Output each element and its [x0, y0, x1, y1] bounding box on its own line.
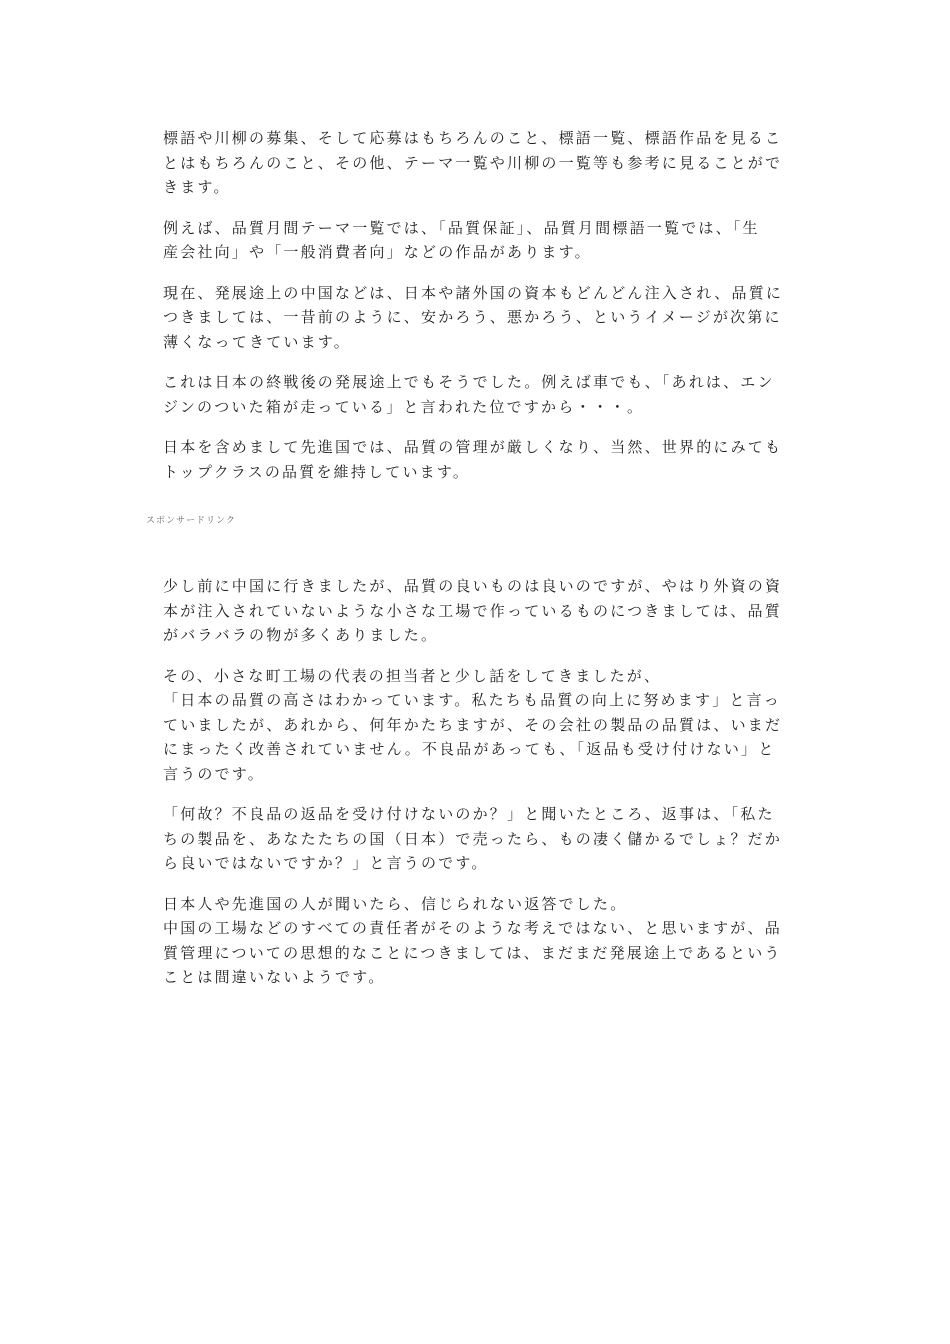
text-line: その、小さな町工場の代表の担当者と少し話をしてきましたが、: [163, 666, 662, 685]
text-line: 薄くなってきています。: [163, 332, 352, 351]
text-line: ちの製品を、あなたたちの国（日本）で売ったら、もの凄く儲かるでしょ？だか: [163, 829, 783, 848]
article-body-bottom: [163, 574, 783, 1006]
text-line: ら良いではないですか？」と言うのです。: [163, 854, 489, 872]
paragraph: [163, 574, 783, 648]
text-line: 中国の工場などのすべての責任者がそのような考えではない、と思いますが、品: [163, 919, 782, 937]
text-line: 日本を含めまして先進国では、品質の管理が厳しくなり、当然、世界的にみても: [163, 438, 783, 456]
text-line: 標語や川柳の募集、そして応募はもちろんのこと、標語一覧、標語作品を見るこ: [163, 129, 783, 147]
text-line: とはもちろんのこと、その他、テーマ一覧や川柳の一覧等も参考に見ることがで: [163, 153, 783, 172]
text-line: つきましては、一昔前のように、安かろう、悪かろう、というイメージが次第に: [163, 308, 782, 326]
paragraph: [163, 802, 783, 876]
text-line: これは日本の終戦後の発展途上でもそうでした。例えば車でも、「あれは、エン: [163, 373, 775, 391]
text-line: トップクラスの品質を維持しています。: [163, 462, 471, 481]
text-line: ジンのついた箱が走っている」と言われた位ですから・・・。: [163, 397, 645, 416]
text-line: 本が注入されていないような小さな工場で作っているものにつきましては、品質: [163, 601, 782, 620]
text-line: きます。: [163, 178, 231, 196]
text-line: ていましたが、あれから、何年かたちますが、その会社の製品の品質は、いまだ: [163, 715, 783, 734]
text-line: 「何故？不良品の返品を受け付けないのか？」と聞いたところ、返事は、「私た: [163, 805, 775, 823]
paragraph: [163, 126, 783, 200]
text-line: 少し前に中国に行きましたが、品質の良いものは良いのですが、やはり外資の資: [163, 577, 783, 595]
text-line: 質管理についての思想的なことにつきましては、まだまだ発展途上であるという: [163, 943, 782, 962]
text-line: 「日本の品質の高さはわかっています。私たちも品質の向上に努めます」と言っ: [163, 691, 782, 709]
text-line: ことは間違いないようです。: [163, 968, 386, 986]
paragraph: [163, 892, 782, 990]
text-line: 現在、発展途上の中国などは、日本や諸外国の資本もどんどん注入され、品質に: [163, 283, 784, 302]
paragraph: [163, 216, 768, 265]
article-body-top: [163, 126, 784, 500]
sponsored-links-label: スポンサードリンク: [146, 516, 236, 526]
paragraph: [163, 370, 775, 419]
text-line: 日本人や先進国の人が聞いたら、信じられない返答でした。: [163, 894, 628, 913]
text-line: がバラバラの物が多くありました。: [163, 626, 439, 644]
text-line: 産会社向」や「一般消費者向」などの作品があります。: [163, 243, 592, 261]
paragraph: [163, 435, 783, 484]
paragraph: [163, 281, 784, 355]
text-line: にまったく改善されていません。不良品があっても、「返品も受け付けない」と: [163, 740, 776, 758]
paragraph: [163, 664, 783, 787]
text-line: 言うのです。: [163, 764, 266, 783]
text-line: 例えば、品質月間テーマ一覧では、「品質保証」、品質月間標語一覧では、「生: [163, 218, 760, 237]
